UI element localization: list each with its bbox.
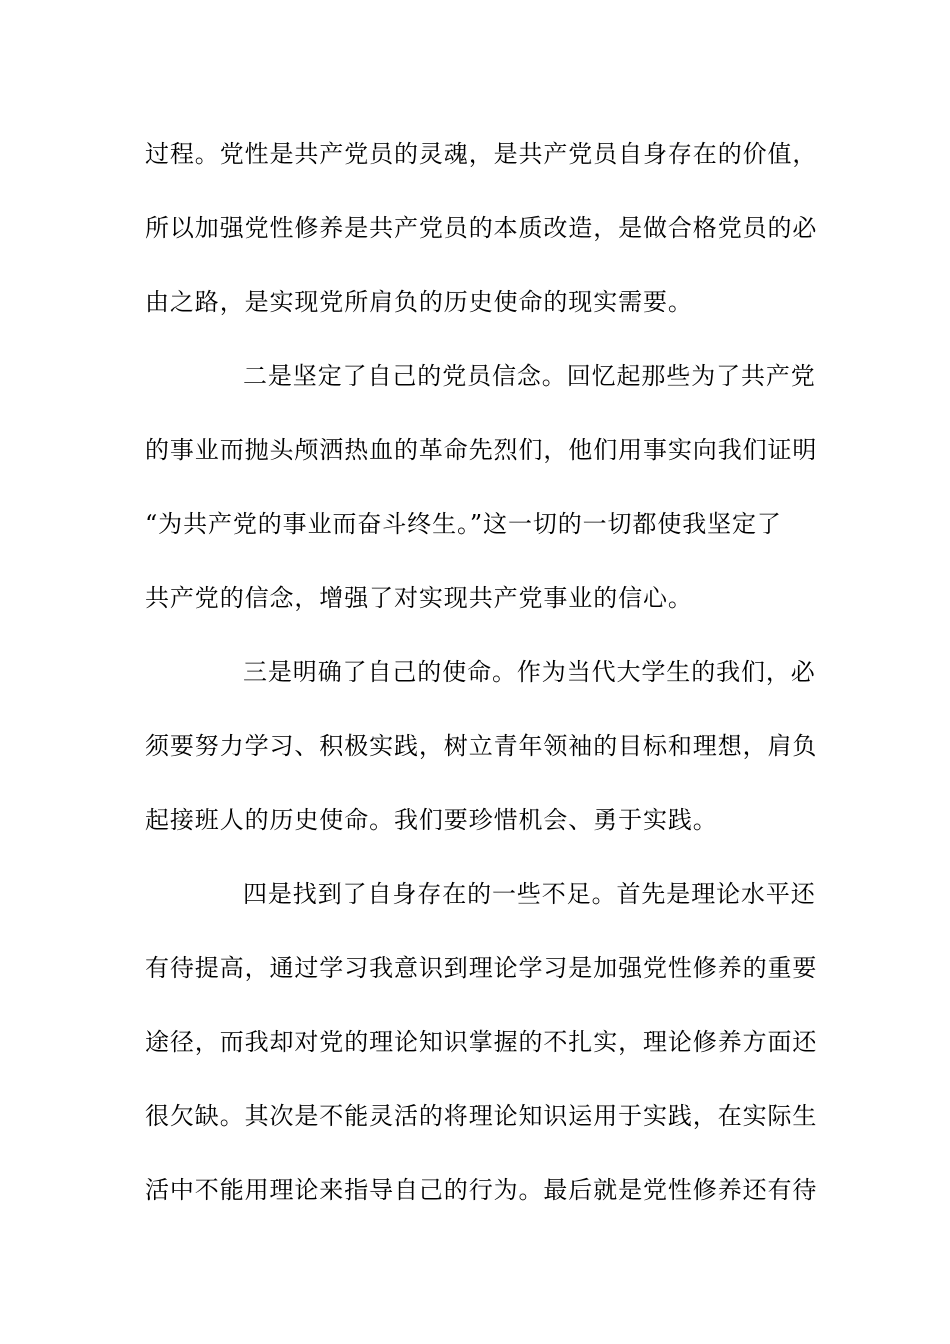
paragraph-start-line: 三是明确了自己的使命。作为当代大学生的我们，必 [243, 658, 816, 686]
text-line: 由之路，是实现党所肩负的历史使命的现实需要。 [145, 288, 693, 316]
text-line: 所以加强党性修养是共产党员的本质改造，是做合格党员的必 [145, 214, 818, 242]
text-line: 的事业而抛头颅洒热血的革命先烈们，他们用事实向我们证明 [145, 436, 818, 464]
text-line: “为共产党的事业而奋斗终生。”这一切的一切都使我坚定了 [145, 510, 782, 538]
text-line: 有待提高，通过学习我意识到理论学习是加强党性修养的重要 [145, 954, 818, 982]
text-line: 共产党的信念，增强了对实现共产党事业的信心。 [145, 584, 693, 612]
text-line: 起接班人的历史使命。我们要珍惜机会、勇于实践。 [145, 806, 718, 834]
text-line: 过程。党性是共产党员的灵魂，是共产党员自身存在的价值， [145, 140, 818, 168]
text-line: 活中不能用理论来指导自己的行为。最后就是党性修养还有待 [145, 1176, 818, 1204]
text-line: 须要努力学习、积极实践，树立青年领袖的目标和理想，肩负 [145, 732, 818, 760]
paragraph-start-line: 四是找到了自身存在的一些不足。首先是理论水平还 [243, 880, 816, 908]
text-line: 途径，而我却对党的理论知识掌握的不扎实，理论修养方面还 [145, 1028, 818, 1056]
paragraph-start-line: 二是坚定了自己的党员信念。回忆起那些为了共产党 [243, 362, 816, 390]
text-line: 很欠缺。其次是不能灵活的将理论知识运用于实践，在实际生 [145, 1102, 818, 1130]
